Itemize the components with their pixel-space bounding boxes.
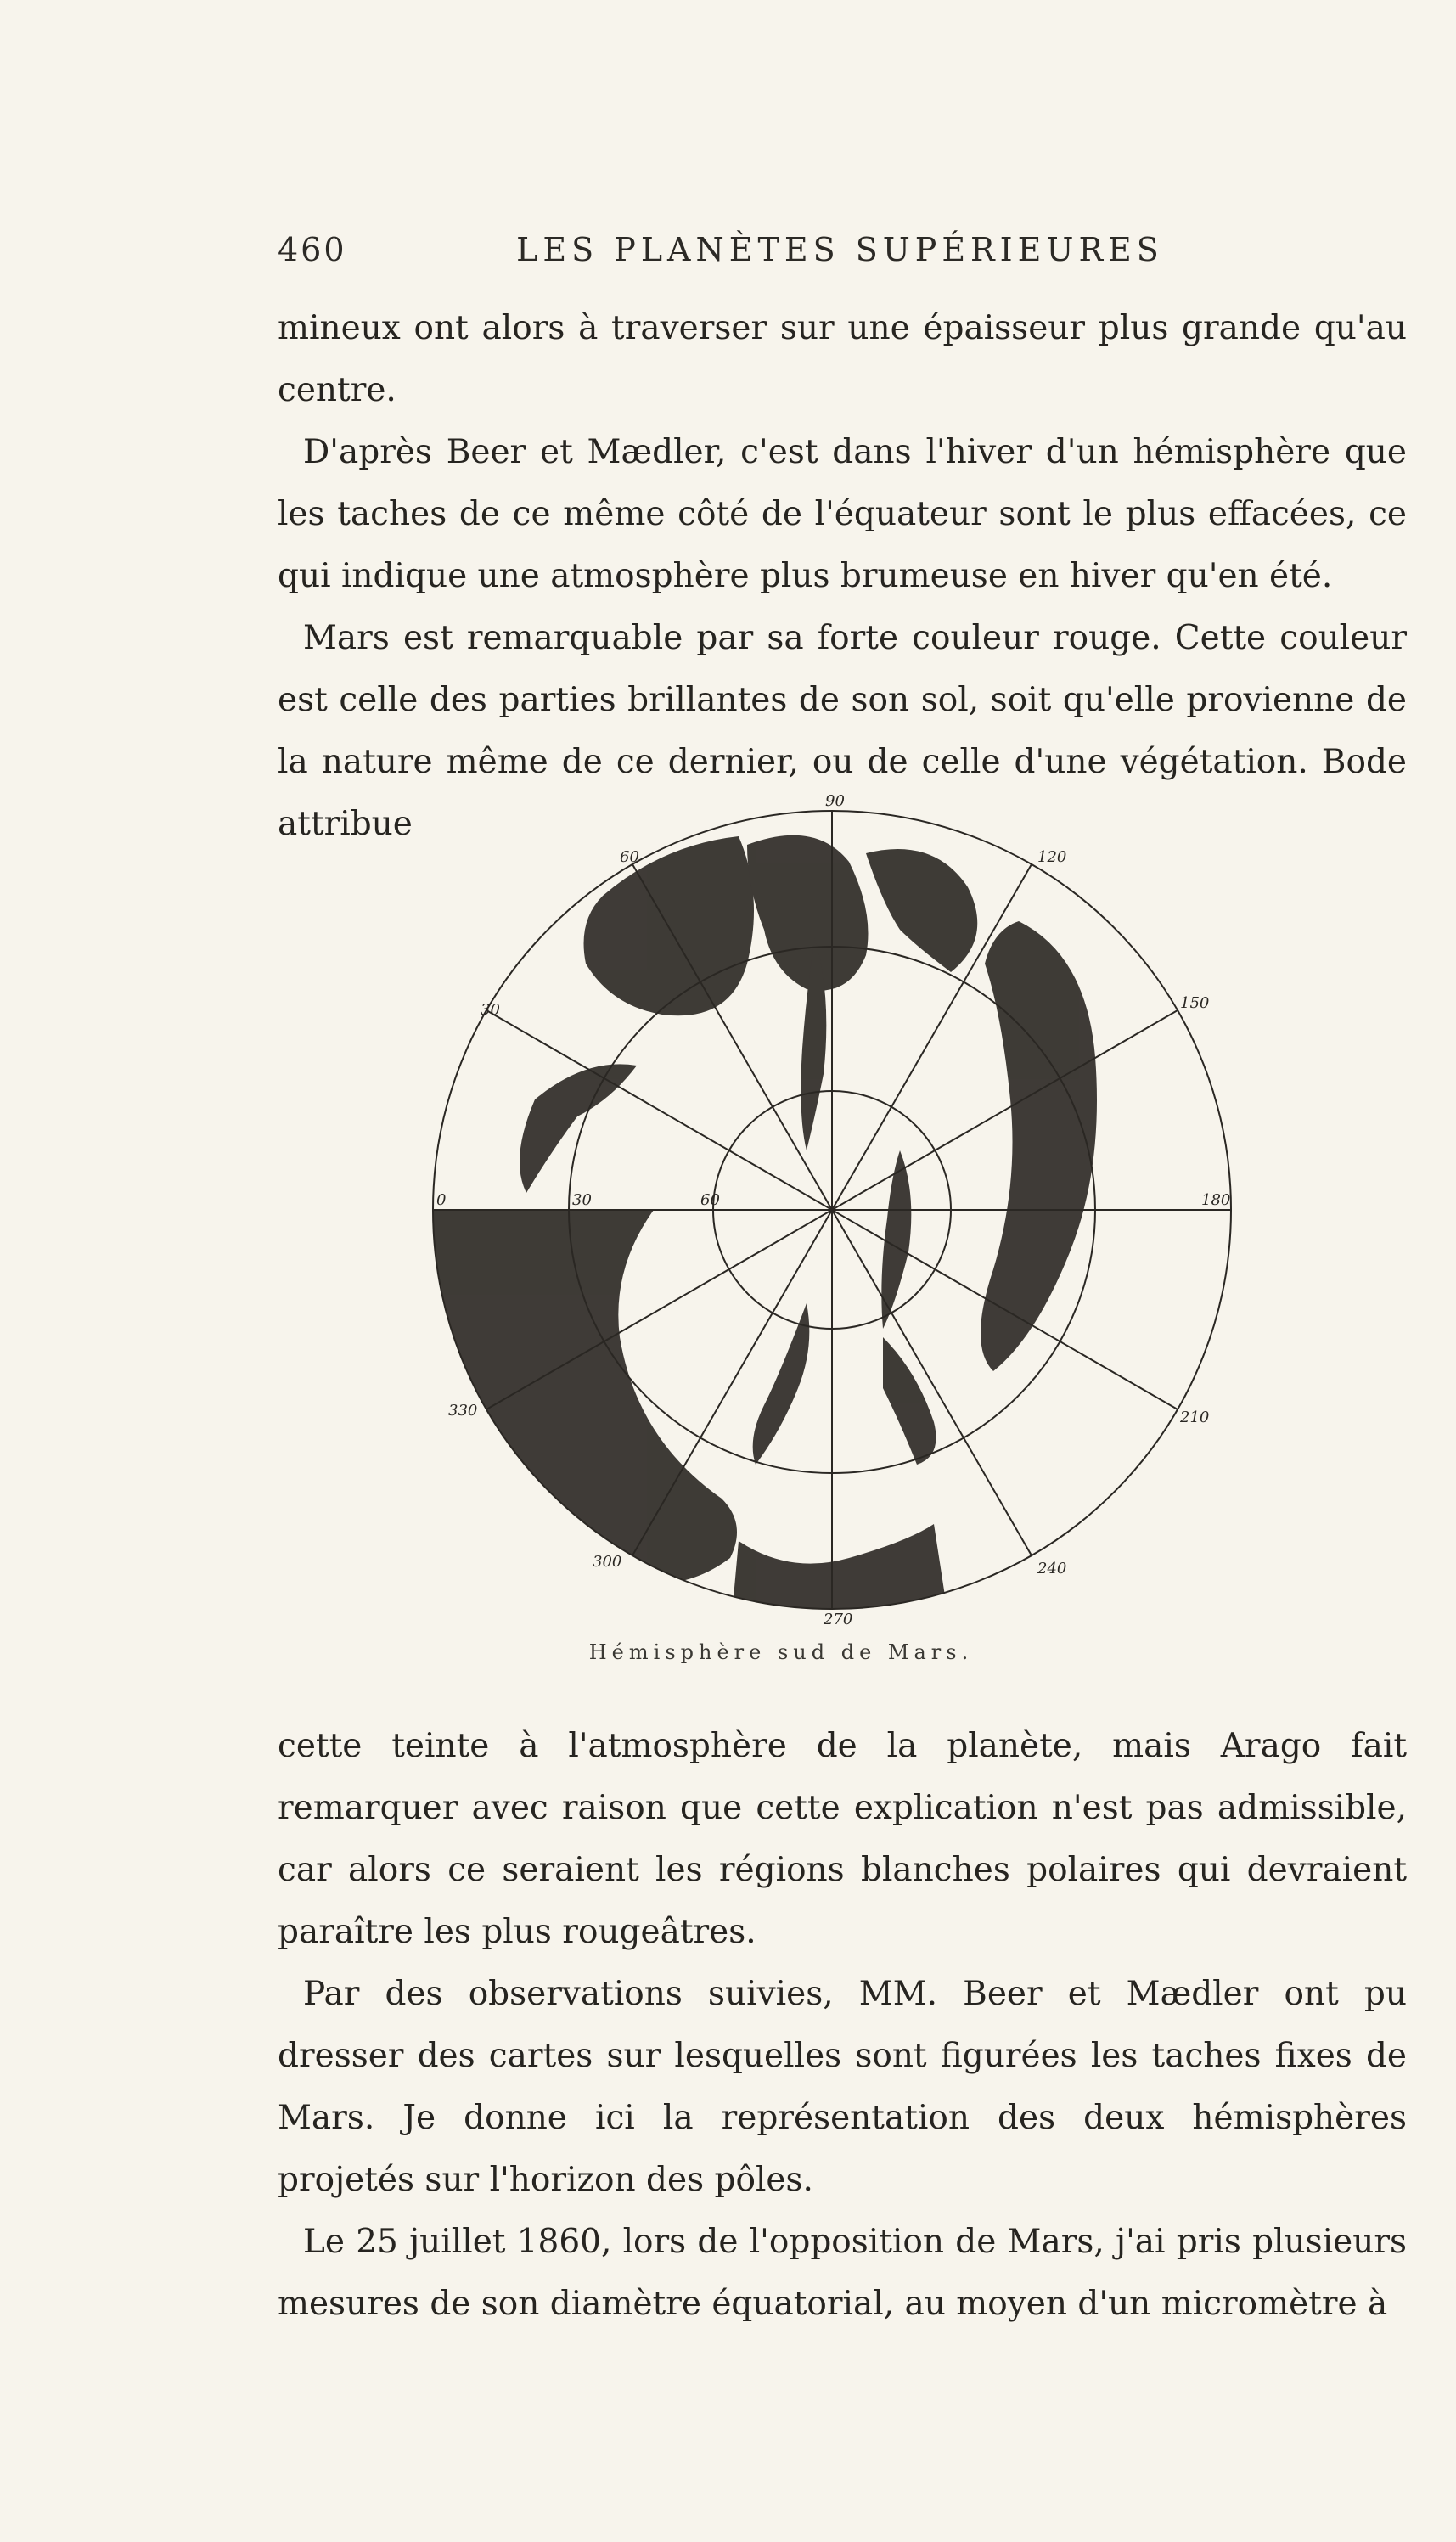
text-block-bottom	[278, 1715, 1407, 2335]
label-30: 30	[481, 1001, 500, 1019]
label-0: 0	[436, 1191, 447, 1209]
paragraph-measurements: Le 25 juillet 1860, lors de l'opposition de Mars, j'ai pris plusieurs mesures de son diamètre équatorial, au moyen d'un micromètre à	[278, 2223, 1407, 2323]
label-150: 150	[1180, 994, 1210, 1012]
label-300: 300	[593, 1553, 622, 1571]
running-title: LES PLANÈTES SUPÉRIEURES	[516, 231, 1164, 268]
label-330: 330	[448, 1402, 478, 1420]
paragraph-red-color: Mars est remarquable par sa forte couleur rouge. Cette couleur est celle des parties brillantes de son sol, soit qu'elle provienne de la nature même de ce dernier, ou de celle d'une végétation. Bode attribue	[278, 619, 1407, 843]
running-head	[278, 231, 1403, 273]
label-210: 210	[1180, 1409, 1210, 1426]
figure-caption: Hémisphère sud de Mars.	[588, 1640, 974, 1664]
paragraph-maps: Par des observations suivies, MM. Beer et Mædler ont pu dresser des cartes sur lesquelles sont figurées les taches fixes de Mars. Je donne ici la représentation des deux hémisphères projetés sur l'horizon des pôles.	[278, 1975, 1407, 2199]
label-180: 180	[1201, 1191, 1231, 1209]
mars-hemisphere-figure	[408, 794, 1256, 1626]
dark-markings	[433, 835, 1097, 1626]
label-240: 240	[1037, 1560, 1067, 1578]
text-block-top	[278, 297, 1407, 855]
label-inner-60: 60	[700, 1191, 720, 1209]
page-number: 460	[278, 231, 347, 268]
label-270: 270	[824, 1611, 853, 1626]
mars-map	[408, 794, 1256, 1626]
paragraph-continuation: mineux ont alors à traverser sur une épaisseur plus grande qu'au centre.	[278, 309, 1407, 409]
paragraph-beer-maedler: D'après Beer et Mædler, c'est dans l'hiver d'un hémisphère que les taches de ce même côté de l'équateur sont le plus effacées, ce qui indique une atmosphère plus brumeuse en hiver qu'en été.	[278, 433, 1407, 595]
label-120: 120	[1037, 848, 1067, 866]
paragraph-arago: cette teinte à l'atmosphère de la planète, mais Arago fait remarquer avec raison que cette explication n'est pas admissible, car alors ce seraient les régions blanches polaires qui devraient paraître les plus rougeâtres.	[278, 1727, 1407, 1951]
label-60: 60	[620, 848, 639, 866]
label-90: 90	[825, 794, 845, 810]
label-inner-30: 30	[572, 1191, 592, 1209]
